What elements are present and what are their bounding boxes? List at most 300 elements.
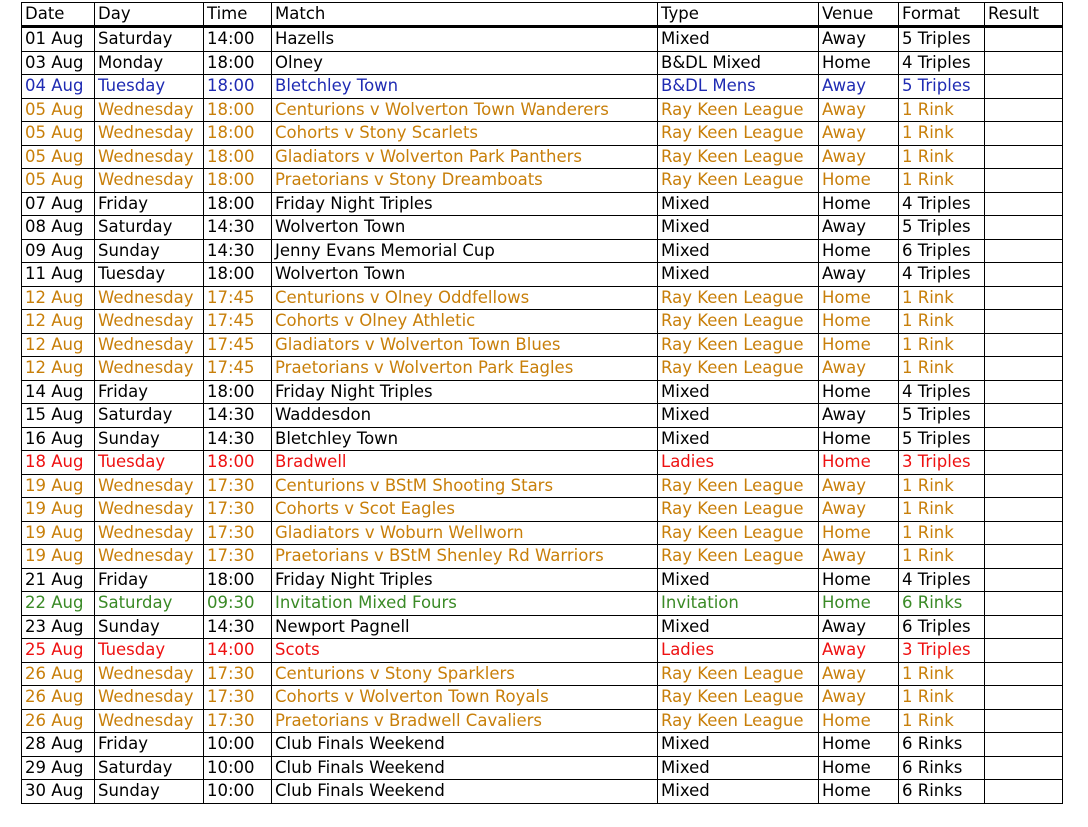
cell-day[interactable]: Monday (95, 51, 204, 75)
table-row (22, 239, 1063, 263)
cell-time[interactable]: 18:00 (204, 51, 272, 75)
cell-venue[interactable]: Away (819, 357, 899, 381)
cell-format[interactable]: 6 Rinks (899, 780, 985, 804)
cell-format[interactable]: 6 Rinks (899, 592, 985, 616)
cell-match[interactable]: Praetorians v BStM Shenley Rd Warriors (272, 545, 658, 569)
cell-result[interactable] (985, 780, 1063, 804)
table-row (22, 380, 1063, 404)
cell-result[interactable] (985, 756, 1063, 780)
cell-time[interactable]: 18:00 (204, 145, 272, 169)
cell-venue[interactable]: Home (819, 169, 899, 193)
table-row (22, 286, 1063, 310)
cell-day[interactable]: Wednesday (95, 357, 204, 381)
cell-venue[interactable]: Away (819, 263, 899, 287)
cell-match[interactable]: Olney (272, 51, 658, 75)
cell-date[interactable]: 11 Aug (22, 263, 95, 287)
cell-venue[interactable]: Home (819, 756, 899, 780)
cell-format[interactable]: 1 Rink (899, 145, 985, 169)
cell-result[interactable] (985, 733, 1063, 757)
cell-format[interactable]: 1 Rink (899, 709, 985, 733)
cell-time[interactable]: 14:30 (204, 427, 272, 451)
cell-day[interactable]: Sunday (95, 780, 204, 804)
cell-day[interactable]: Sunday (95, 239, 204, 263)
cell-type[interactable]: Ray Keen League (658, 286, 819, 310)
cell-date[interactable]: 19 Aug (22, 545, 95, 569)
cell-match[interactable]: Centurions v Olney Oddfellows (272, 286, 658, 310)
cell-day[interactable]: Tuesday (95, 75, 204, 99)
cell-venue[interactable]: Home (819, 568, 899, 592)
cell-type[interactable]: Ray Keen League (658, 169, 819, 193)
cell-venue[interactable]: Home (819, 286, 899, 310)
cell-time[interactable]: 10:00 (204, 733, 272, 757)
cell-match[interactable]: Club Finals Weekend (272, 733, 658, 757)
table-row (22, 27, 1063, 52)
cell-time[interactable]: 17:45 (204, 357, 272, 381)
table-row (22, 333, 1063, 357)
cell-match[interactable]: Cohorts v Stony Scarlets (272, 122, 658, 146)
cell-format[interactable]: 4 Triples (899, 51, 985, 75)
cell-day[interactable]: Friday (95, 192, 204, 216)
cell-venue[interactable]: Home (819, 239, 899, 263)
cell-type[interactable]: Mixed (658, 756, 819, 780)
cell-time[interactable]: 17:30 (204, 498, 272, 522)
cell-result[interactable] (985, 639, 1063, 663)
cell-date[interactable]: 05 Aug (22, 169, 95, 193)
cell-match[interactable]: Cohorts v Wolverton Town Royals (272, 686, 658, 710)
cell-date[interactable]: 29 Aug (22, 756, 95, 780)
cell-venue[interactable]: Home (819, 380, 899, 404)
cell-result[interactable] (985, 592, 1063, 616)
cell-date[interactable]: 07 Aug (22, 192, 95, 216)
cell-format[interactable]: 1 Rink (899, 122, 985, 146)
cell-day[interactable]: Tuesday (95, 639, 204, 663)
cell-format[interactable]: 6 Triples (899, 615, 985, 639)
cell-result[interactable] (985, 192, 1063, 216)
cell-venue[interactable]: Home (819, 427, 899, 451)
table-row (22, 474, 1063, 498)
cell-type[interactable]: Ray Keen League (658, 310, 819, 334)
cell-result[interactable] (985, 662, 1063, 686)
cell-date[interactable]: 30 Aug (22, 780, 95, 804)
cell-date[interactable]: 25 Aug (22, 639, 95, 663)
cell-match[interactable]: Jenny Evans Memorial Cup (272, 239, 658, 263)
cell-date[interactable]: 23 Aug (22, 615, 95, 639)
cell-day[interactable]: Friday (95, 568, 204, 592)
cell-result[interactable] (985, 521, 1063, 545)
cell-venue[interactable]: Home (819, 333, 899, 357)
cell-venue[interactable]: Home (819, 733, 899, 757)
table-row (22, 568, 1063, 592)
cell-match[interactable]: Wolverton Town (272, 263, 658, 287)
cell-format[interactable]: 6 Rinks (899, 756, 985, 780)
table-row (22, 686, 1063, 710)
cell-time[interactable]: 18:00 (204, 75, 272, 99)
cell-type[interactable]: Ray Keen League (658, 474, 819, 498)
cell-format[interactable]: 4 Triples (899, 263, 985, 287)
cell-match[interactable]: Centurions v BStM Shooting Stars (272, 474, 658, 498)
cell-format[interactable]: 1 Rink (899, 521, 985, 545)
cell-day[interactable]: Friday (95, 380, 204, 404)
cell-time[interactable]: 14:00 (204, 27, 272, 52)
cell-format[interactable]: 5 Triples (899, 404, 985, 428)
cell-venue[interactable]: Home (819, 709, 899, 733)
cell-time[interactable]: 10:00 (204, 756, 272, 780)
cell-day[interactable]: Wednesday (95, 474, 204, 498)
table-row (22, 756, 1063, 780)
cell-type[interactable]: Mixed (658, 615, 819, 639)
cell-date[interactable]: 22 Aug (22, 592, 95, 616)
cell-type[interactable]: Ray Keen League (658, 98, 819, 122)
cell-type[interactable]: Mixed (658, 780, 819, 804)
table-row (22, 733, 1063, 757)
cell-time[interactable]: 10:00 (204, 780, 272, 804)
cell-date[interactable]: 19 Aug (22, 474, 95, 498)
cell-match[interactable]: Bletchley Town (272, 75, 658, 99)
table-row (22, 592, 1063, 616)
column-header-result: Result (985, 3, 1063, 27)
cell-result[interactable] (985, 169, 1063, 193)
cell-day[interactable]: Tuesday (95, 451, 204, 475)
cell-time[interactable]: 18:00 (204, 451, 272, 475)
cell-result[interactable] (985, 474, 1063, 498)
table-row (22, 545, 1063, 569)
table-row (22, 216, 1063, 240)
cell-date[interactable]: 26 Aug (22, 686, 95, 710)
cell-type[interactable]: Mixed (658, 27, 819, 52)
cell-format[interactable]: 1 Rink (899, 286, 985, 310)
cell-type[interactable]: Mixed (658, 733, 819, 757)
cell-time[interactable]: 14:30 (204, 216, 272, 240)
cell-match[interactable]: Gladiators v Woburn Wellworn (272, 521, 658, 545)
cell-format[interactable]: 1 Rink (899, 498, 985, 522)
cell-result[interactable] (985, 145, 1063, 169)
cell-format[interactable]: 5 Triples (899, 427, 985, 451)
cell-time[interactable]: 18:00 (204, 380, 272, 404)
fixtures-body (22, 27, 1063, 804)
cell-venue[interactable]: Away (819, 404, 899, 428)
cell-day[interactable]: Wednesday (95, 286, 204, 310)
cell-date[interactable]: 03 Aug (22, 51, 95, 75)
cell-type[interactable]: Ray Keen League (658, 122, 819, 146)
cell-date[interactable]: 21 Aug (22, 568, 95, 592)
cell-venue[interactable]: Away (819, 662, 899, 686)
cell-time[interactable]: 18:00 (204, 122, 272, 146)
cell-result[interactable] (985, 27, 1063, 52)
cell-time[interactable]: 17:30 (204, 662, 272, 686)
cell-day[interactable]: Wednesday (95, 498, 204, 522)
cell-type[interactable]: Ray Keen League (658, 498, 819, 522)
cell-day[interactable]: Saturday (95, 216, 204, 240)
column-header-date: Date (22, 3, 95, 27)
cell-match[interactable]: Friday Night Triples (272, 568, 658, 592)
cell-match[interactable]: Club Finals Weekend (272, 780, 658, 804)
cell-venue[interactable]: Away (819, 145, 899, 169)
cell-date[interactable]: 26 Aug (22, 709, 95, 733)
cell-date[interactable]: 15 Aug (22, 404, 95, 428)
cell-time[interactable]: 09:30 (204, 592, 272, 616)
cell-match[interactable]: Invitation Mixed Fours (272, 592, 658, 616)
cell-date[interactable]: 09 Aug (22, 239, 95, 263)
cell-match[interactable]: Waddesdon (272, 404, 658, 428)
cell-day[interactable]: Saturday (95, 756, 204, 780)
cell-time[interactable]: 18:00 (204, 192, 272, 216)
table-row (22, 310, 1063, 334)
cell-match[interactable]: Gladiators v Wolverton Park Panthers (272, 145, 658, 169)
cell-venue[interactable]: Home (819, 521, 899, 545)
cell-result[interactable] (985, 615, 1063, 639)
cell-venue[interactable]: Away (819, 75, 899, 99)
cell-date[interactable]: 14 Aug (22, 380, 95, 404)
cell-venue[interactable]: Home (819, 51, 899, 75)
cell-type[interactable]: Ladies (658, 451, 819, 475)
cell-venue[interactable]: Home (819, 780, 899, 804)
table-row (22, 51, 1063, 75)
cell-type[interactable]: Mixed (658, 263, 819, 287)
cell-day[interactable]: Sunday (95, 615, 204, 639)
cell-day[interactable]: Wednesday (95, 145, 204, 169)
cell-type[interactable]: B&DL Mens (658, 75, 819, 99)
cell-format[interactable]: 1 Rink (899, 333, 985, 357)
cell-date[interactable]: 12 Aug (22, 333, 95, 357)
cell-type[interactable]: Mixed (658, 216, 819, 240)
cell-format[interactable]: 1 Rink (899, 310, 985, 334)
cell-date[interactable]: 05 Aug (22, 145, 95, 169)
cell-time[interactable]: 17:30 (204, 686, 272, 710)
cell-result[interactable] (985, 686, 1063, 710)
cell-match[interactable]: Club Finals Weekend (272, 756, 658, 780)
cell-venue[interactable]: Away (819, 639, 899, 663)
table-row (22, 404, 1063, 428)
cell-type[interactable]: Ray Keen League (658, 545, 819, 569)
cell-type[interactable]: Ray Keen League (658, 521, 819, 545)
cell-type[interactable]: Ray Keen League (658, 662, 819, 686)
cell-format[interactable]: 4 Triples (899, 192, 985, 216)
cell-venue[interactable]: Home (819, 451, 899, 475)
cell-match[interactable]: Bradwell (272, 451, 658, 475)
cell-match[interactable]: Gladiators v Wolverton Town Blues (272, 333, 658, 357)
table-row (22, 709, 1063, 733)
cell-day[interactable]: Friday (95, 733, 204, 757)
cell-day[interactable]: Wednesday (95, 333, 204, 357)
cell-date[interactable]: 05 Aug (22, 98, 95, 122)
cell-time[interactable]: 18:00 (204, 98, 272, 122)
fixtures-table (21, 2, 1063, 804)
cell-venue[interactable]: Away (819, 216, 899, 240)
cell-format[interactable]: 6 Rinks (899, 733, 985, 757)
cell-type[interactable]: Mixed (658, 239, 819, 263)
cell-match[interactable]: Friday Night Triples (272, 380, 658, 404)
cell-match[interactable]: Praetorians v Bradwell Cavaliers (272, 709, 658, 733)
cell-day[interactable]: Tuesday (95, 263, 204, 287)
cell-day[interactable]: Sunday (95, 427, 204, 451)
cell-result[interactable] (985, 380, 1063, 404)
cell-type[interactable]: Mixed (658, 192, 819, 216)
cell-result[interactable] (985, 568, 1063, 592)
cell-type[interactable]: Mixed (658, 404, 819, 428)
cell-match[interactable]: Newport Pagnell (272, 615, 658, 639)
cell-type[interactable]: Ray Keen League (658, 333, 819, 357)
table-row (22, 357, 1063, 381)
cell-time[interactable]: 14:30 (204, 615, 272, 639)
cell-venue[interactable]: Away (819, 27, 899, 52)
cell-time[interactable]: 14:30 (204, 239, 272, 263)
cell-result[interactable] (985, 427, 1063, 451)
cell-venue[interactable]: Home (819, 310, 899, 334)
cell-result[interactable] (985, 404, 1063, 428)
cell-date[interactable]: 18 Aug (22, 451, 95, 475)
table-row (22, 145, 1063, 169)
cell-time[interactable]: 17:30 (204, 474, 272, 498)
cell-date[interactable]: 16 Aug (22, 427, 95, 451)
cell-date[interactable]: 08 Aug (22, 216, 95, 240)
cell-time[interactable]: 17:30 (204, 521, 272, 545)
cell-type[interactable]: Mixed (658, 427, 819, 451)
cell-day[interactable]: Wednesday (95, 310, 204, 334)
cell-time[interactable]: 17:30 (204, 709, 272, 733)
cell-venue[interactable]: Home (819, 192, 899, 216)
cell-result[interactable] (985, 239, 1063, 263)
cell-type[interactable]: Mixed (658, 380, 819, 404)
cell-result[interactable] (985, 709, 1063, 733)
cell-time[interactable]: 17:45 (204, 286, 272, 310)
cell-result[interactable] (985, 286, 1063, 310)
cell-venue[interactable]: Away (819, 498, 899, 522)
cell-format[interactable]: 6 Triples (899, 239, 985, 263)
cell-format[interactable]: 5 Triples (899, 216, 985, 240)
cell-result[interactable] (985, 98, 1063, 122)
cell-venue[interactable]: Away (819, 474, 899, 498)
table-row (22, 615, 1063, 639)
table-row (22, 498, 1063, 522)
cell-time[interactable]: 14:00 (204, 639, 272, 663)
cell-format[interactable]: 4 Triples (899, 568, 985, 592)
cell-format[interactable]: 4 Triples (899, 380, 985, 404)
cell-date[interactable]: 12 Aug (22, 357, 95, 381)
cell-type[interactable]: B&DL Mixed (658, 51, 819, 75)
cell-result[interactable] (985, 310, 1063, 334)
cell-result[interactable] (985, 357, 1063, 381)
cell-match[interactable]: Centurions v Wolverton Town Wanderers (272, 98, 658, 122)
cell-type[interactable]: Mixed (658, 568, 819, 592)
cell-format[interactable]: 5 Triples (899, 75, 985, 99)
column-header-day: Day (95, 3, 204, 27)
cell-result[interactable] (985, 498, 1063, 522)
cell-format[interactable]: 1 Rink (899, 662, 985, 686)
cell-result[interactable] (985, 122, 1063, 146)
cell-date[interactable]: 04 Aug (22, 75, 95, 99)
cell-venue[interactable]: Away (819, 686, 899, 710)
cell-format[interactable]: 3 Triples (899, 451, 985, 475)
cell-result[interactable] (985, 451, 1063, 475)
table-row (22, 169, 1063, 193)
cell-venue[interactable]: Away (819, 615, 899, 639)
column-header-match: Match (272, 3, 658, 27)
cell-day[interactable]: Wednesday (95, 98, 204, 122)
cell-day[interactable]: Saturday (95, 27, 204, 52)
cell-result[interactable] (985, 75, 1063, 99)
cell-time[interactable]: 17:45 (204, 310, 272, 334)
cell-type[interactable]: Ray Keen League (658, 145, 819, 169)
cell-day[interactable]: Wednesday (95, 122, 204, 146)
cell-day[interactable]: Wednesday (95, 709, 204, 733)
cell-format[interactable]: 5 Triples (899, 27, 985, 52)
cell-match[interactable]: Centurions v Stony Sparklers (272, 662, 658, 686)
cell-format[interactable]: 1 Rink (899, 357, 985, 381)
cell-date[interactable]: 12 Aug (22, 286, 95, 310)
header-row (22, 3, 1063, 27)
table-row (22, 98, 1063, 122)
cell-time[interactable]: 14:30 (204, 404, 272, 428)
cell-match[interactable]: Wolverton Town (272, 216, 658, 240)
cell-format[interactable]: 1 Rink (899, 98, 985, 122)
cell-date[interactable]: 19 Aug (22, 521, 95, 545)
table-row (22, 451, 1063, 475)
table-row (22, 192, 1063, 216)
cell-day[interactable]: Wednesday (95, 545, 204, 569)
cell-type[interactable]: Ray Keen League (658, 686, 819, 710)
cell-date[interactable]: 19 Aug (22, 498, 95, 522)
cell-time[interactable]: 18:00 (204, 263, 272, 287)
cell-time[interactable]: 17:45 (204, 333, 272, 357)
cell-type[interactable]: Ray Keen League (658, 709, 819, 733)
cell-time[interactable]: 18:00 (204, 169, 272, 193)
cell-format[interactable]: 1 Rink (899, 169, 985, 193)
cell-match[interactable]: Cohorts v Scot Eagles (272, 498, 658, 522)
cell-format[interactable]: 3 Triples (899, 639, 985, 663)
cell-format[interactable]: 1 Rink (899, 686, 985, 710)
cell-type[interactable]: Ray Keen League (658, 357, 819, 381)
cell-venue[interactable]: Home (819, 592, 899, 616)
column-header-time: Time (204, 3, 272, 27)
cell-match[interactable]: Praetorians v Stony Dreamboats (272, 169, 658, 193)
cell-match[interactable]: Friday Night Triples (272, 192, 658, 216)
cell-date[interactable]: 05 Aug (22, 122, 95, 146)
table-row (22, 639, 1063, 663)
cell-time[interactable]: 17:30 (204, 545, 272, 569)
cell-date[interactable]: 28 Aug (22, 733, 95, 757)
cell-date[interactable]: 01 Aug (22, 27, 95, 52)
cell-time[interactable]: 18:00 (204, 568, 272, 592)
cell-date[interactable]: 12 Aug (22, 310, 95, 334)
cell-result[interactable] (985, 545, 1063, 569)
cell-match[interactable]: Hazells (272, 27, 658, 52)
cell-match[interactable]: Scots (272, 639, 658, 663)
cell-venue[interactable]: Away (819, 98, 899, 122)
cell-result[interactable] (985, 51, 1063, 75)
cell-venue[interactable]: Away (819, 545, 899, 569)
cell-venue[interactable]: Away (819, 122, 899, 146)
cell-result[interactable] (985, 333, 1063, 357)
cell-date[interactable]: 26 Aug (22, 662, 95, 686)
cell-format[interactable]: 1 Rink (899, 474, 985, 498)
cell-day[interactable]: Wednesday (95, 521, 204, 545)
cell-result[interactable] (985, 216, 1063, 240)
column-header-type: Type (658, 3, 819, 27)
cell-type[interactable]: Ladies (658, 639, 819, 663)
cell-day[interactable]: Saturday (95, 404, 204, 428)
cell-day[interactable]: Wednesday (95, 686, 204, 710)
cell-type[interactable]: Invitation (658, 592, 819, 616)
cell-format[interactable]: 1 Rink (899, 545, 985, 569)
cell-match[interactable]: Cohorts v Olney Athletic (272, 310, 658, 334)
cell-match[interactable]: Bletchley Town (272, 427, 658, 451)
table-row (22, 263, 1063, 287)
cell-day[interactable]: Wednesday (95, 662, 204, 686)
cell-result[interactable] (985, 263, 1063, 287)
cell-day[interactable]: Saturday (95, 592, 204, 616)
cell-match[interactable]: Praetorians v Wolverton Park Eagles (272, 357, 658, 381)
cell-day[interactable]: Wednesday (95, 169, 204, 193)
